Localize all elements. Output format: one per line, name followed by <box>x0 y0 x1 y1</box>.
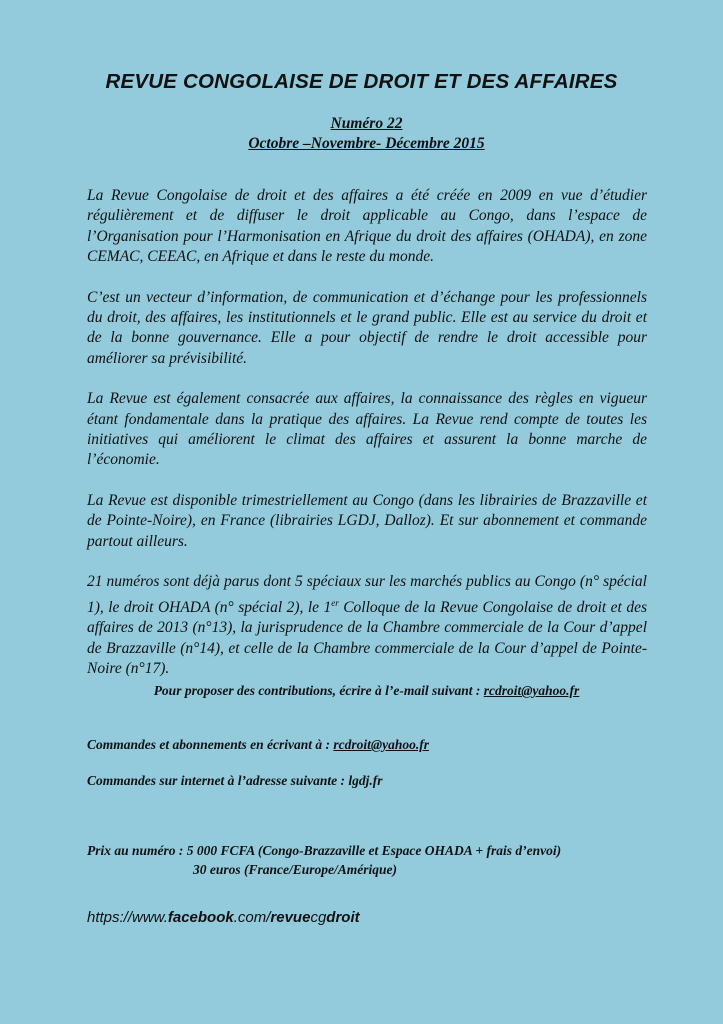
journal-title: REVUE CONGOLAISE DE DROIT ET DES AFFAIRES <box>105 70 618 93</box>
url-part-droit: droit <box>326 909 360 926</box>
orders-line <box>87 737 429 753</box>
url-middle: .com/ <box>233 909 271 926</box>
paragraph-intro: La Revue Congolaise de droit et des affaires a été créée en 2009 en vue d’étudier régulièrement et de diffuser le droit applicable au Congo, dans l’espace de l’Organisation pour l’Harmonisation en Afrique du droit des affaires (OHADA), en zone CEMAC, CEEAC, en Afrique et dans le reste du monde. <box>87 187 647 265</box>
internet-orders-line: Commandes sur internet à l’adresse suivante : lgdj.fr <box>87 773 383 788</box>
issues-superscript: er <box>331 597 339 608</box>
url-prefix: https://www. <box>87 909 168 926</box>
contributions-label: Pour proposer des contributions, écrire à l’e-mail suivant : <box>153 683 484 698</box>
contributions-email-link[interactable]: rcdroit@yahoo.fr <box>483 683 580 698</box>
issue-number: Numéro 22 <box>330 115 403 132</box>
issue-period: Octobre –Novembre- Décembre 2015 <box>248 135 485 152</box>
issue-info <box>0 114 723 154</box>
body-text <box>87 186 647 700</box>
paragraph-business: La Revue est également consacrée aux affaires, la connaissance des règles en vigueur étant fondamentale dans la pratique des affaires. La Revue rend compte de toutes les initiatives qui améliorent le climat des affaires et assurent la bonne marche de l’économie. <box>87 390 647 469</box>
issues-text-start: 21 numéros sont déjà parus dont 5 spéciaux sur les marchés publics au Congo (n° spécial 1), le droit OHADA (n° spécial 2), le 1 <box>87 573 647 616</box>
paragraph-availability: La Revue est disponible trimestriellement au Congo (dans les librairies de Brazzaville et de Pointe-Noire), en France (librairies LGDJ, Dalloz). Et sur abonnement et commande partout ailleurs. <box>87 492 647 550</box>
url-brand: facebook <box>167 909 234 926</box>
issues-text-end: Colloque de la Revue Congolaise de droit et des affaires de 2013 (n°13), la jurisprudence de la Chambre commerciale de la Cour d’appel de Brazzaville (n°14), et celle de la Chambre commerciale de la Cour d’appel de Pointe-Noire (n°17). <box>87 598 647 677</box>
contributions-line <box>0 683 723 699</box>
facebook-url[interactable] <box>87 909 360 926</box>
url-part-revue: revue <box>270 909 311 926</box>
price-line-1: Prix au numéro : 5 000 FCFA (Congo-Brazzaville et Espace OHADA + frais d’envoi) <box>87 843 562 858</box>
paragraph-issues <box>87 572 647 679</box>
pricing-block <box>87 841 561 879</box>
url-part-cg: cg <box>310 909 327 926</box>
orders-label: Commandes et abonnements en écrivant à : <box>87 737 334 752</box>
price-line-2: 30 euros (France/Europe/Amérique) <box>193 862 398 877</box>
orders-email-link[interactable]: rcdroit@yahoo.fr <box>333 737 429 752</box>
paragraph-mission: C’est un vecteur d’information, de communication et d’échange pour les professionnels du droit, des affaires, les institutionnels et le grand public. Elle est au service du droit et de la bonne gouvernance. Elle a pour objectif de rendre le droit accessible pour améliorer sa prévisibilité. <box>87 288 647 367</box>
